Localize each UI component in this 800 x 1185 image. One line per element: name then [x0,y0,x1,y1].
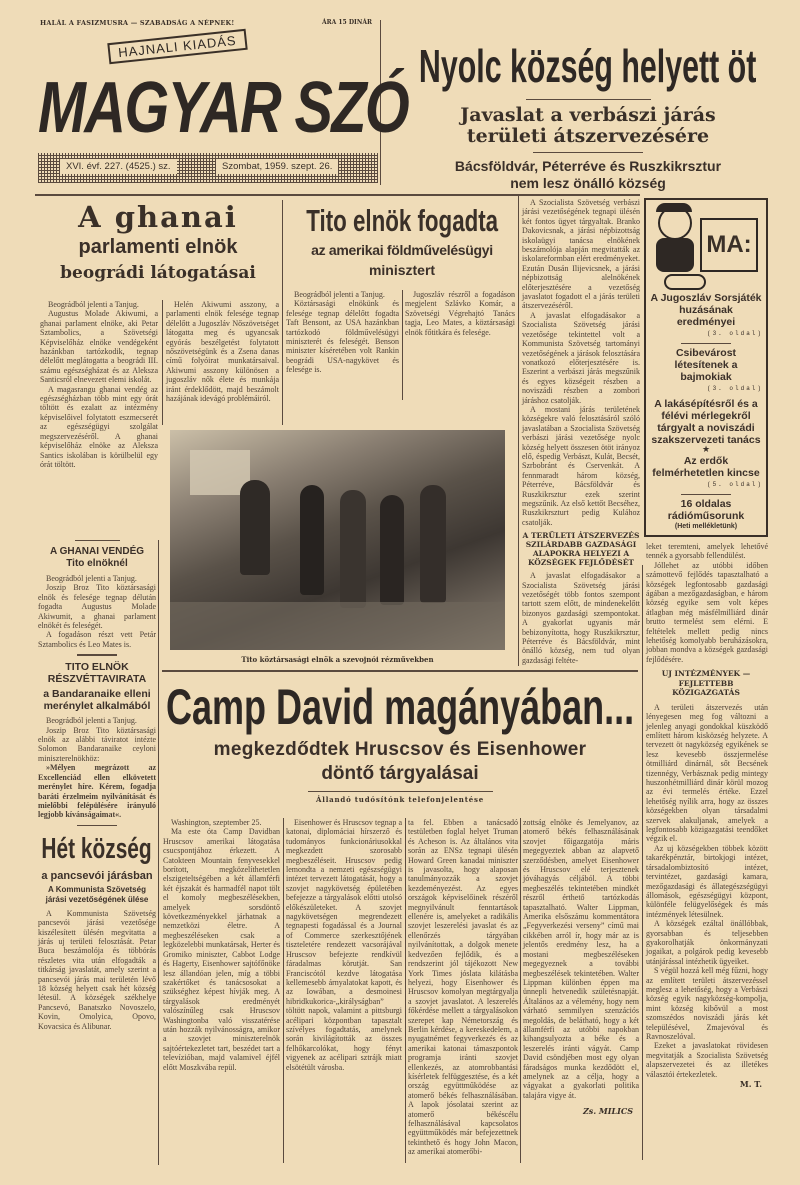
paragraph: Jugoszláv részről a fogadáson megjelent Szlávko Komár, a Szövetségi Végrehajtó Tanács tagja, Leo Mates, a köztársasági elnök főtitkára és felesége. [405,290,515,337]
camp-david-headline [160,676,640,804]
today-item[interactable] [646,498,766,531]
tito-title: Tito elnök fogadta [306,203,498,238]
page-ref: (3. oldal) [706,385,763,392]
ghana-body-col1 [40,300,158,469]
ghana-guest-headline [38,546,156,570]
paragraph: Köztársasági elnökünk és felesége tegnap délelőtt fogadta Taft Bensont, az USA hazánkban tartózkodó földművelésügyi miniszterét és feleségét. Benson miniszter kíséretében volt Rankin beográdi USA-nagykövet és felesége is. [286,299,399,375]
lead-subhead: UJ INTÉZMÉNYEK — FEJLETTEBB KÖZIGAZGATÁS [661,669,751,698]
today-item[interactable] [646,347,766,395]
paragraph: A javaslat elfogadásakor a Szocialista Szövetség járási vezetőségét több fontos szempont tartott szem előtt, de mindenekelőtt bizonyos gazdasági szempontokat. A gyakorlat ugyanis már bebizonyította, hogy Ruszkikrsztur, Péterréve és Bácsföldvár, mint önálló község, nem tud olyan gazdasági feltéte- [522,571,640,665]
ghana-title: beográdi látogatásai [60,263,256,283]
paragraph: »Mélyen megrázott az Excellenciád ellen elkövetett merénylet híre. Kérem, fogadja baráti érzelmeim nyilvánítását és mielőbbi felépülésére irányuló legjobb kívánságaimat«. [38,763,156,820]
paragraph: Beográdból jelenti a Tanjug. [48,300,139,309]
lead-headline [398,38,778,192]
headline-line: a Bandaranaike elleni merénylet alkalmából [43,688,151,713]
paragraph: A Szocialista Szövetség verbászi járási vezetőségének tegnapi ülésén két fontos ügyet tárgyaltak. Branko Dakovicsnak, a járási népbizottság iskolaügyi tanácsa elnökének beszámolója alapján megvitatták az iskolareformban elért eredményeket. Ezután Dusán Ilijevicsnek, a járási népbizottság alelnökének előterjesztésére a vezetőség javaslatot fogadott el a járás területi átszervezéséről. [522,198,640,311]
masthead-price: ÁRA 15 DINÁR [322,19,372,26]
paragraph: Jóllehet az utóbbi időben számottevő fejlődés tapasztalható a községek legfontosabb gazdasági ágában a mezőgazdaságban, e három község egyike sem volt képes átlagban még másfélmilliárd dinár brutto termelést sem elérni. E feltételek mellett pedig nincs lehetőség komolyabb beruházásokra, jobban mondva a községek gazdasági fejlődésére. [646,560,768,664]
ghana-body-col2 [166,300,279,403]
tito-body-col1 [286,290,399,375]
lead-subtitle: területi átszervezésére [466,125,710,147]
paragraph: Eisenhower és Hruscsov tegnap a katonai, diplomáciai hírszerző és tudományos funkcionáriusokkal megkezdett szorosabb megbeszéléseit. Hruscsov pedig lemondta a nemzeti egészségügyi intézet tervezett látogatását, hogy a szovjet nagykövetség épületében befejezze a tárgyalások előtti utolsó előkészületeket. A szovjet nagykövetségen megrendezett tegnapesti fogadással és a Journal of Commerce szerkesztőjének tiszteletére rendezett vacsorájával Hruscsov befejezte rendkívül fáradalmas körutját. San Franciscótól kezdve látogatása kellemesebb árnyalatokat kapott, és az Iowában, a desmoinesi hibridkukorica-„királyságban” töltött napok, valamint a pittsburgi acélipari központban tapasztalt szívélyes fogadtatás, amelynek során kivilágították az összes felhőkarcolókat, hogy fényt vigyenek az acélipari sztrájk miatt elsötétült városba. [286,818,402,1072]
paragraph: Joszip Broz Tito köztársasági elnök az alábbi táviratot intézte Solomon Bandaranaike ceyloni miniszterelnökhöz: [38,725,156,763]
paragraph: S végül hozzá kell még fűzni, hogy az említett területi átszervezéssel meglesz a lehetőség, hogy a Verbászi község egyik nagyközség-kompolja, mint község kibővül a most szomszédos noviszádi járás két településével, Zmajevóval és Ravnoszelóval. [646,966,768,1041]
today-item[interactable] [646,455,766,491]
paragraph: Az uj községekben többek között takarékpénztár, birtokjogi intézet, társadalombiztosító intézet, tervintézet, gazdasági kamara, mezőgazdasági és állategészségügyi állomások, egészségügyi központ, különféle felügyelőségek és más intézmények létesülnek. [646,843,768,919]
issue-date: Szombat, 1959. szept. 26. [216,159,338,174]
paragraph: Augustus Molade Akiwumi, a ghanai parlament elnöke, aki Petar Sztambolics, a Szövetségi Képviselőház elnöke vendégeként hazánkban tartózkodik, tegnap délelőtt meglátogatta a beográdi III. számu egészségházat és az Aleksza Santicsról elnevezett elemi iskolát. [40,309,158,385]
page-ref: (Heti mellékletünk) [674,523,738,530]
edition-label: HAJNALI KIADÁS [107,29,247,64]
tito-headline [284,202,520,280]
today-box [644,198,768,537]
star-icon: ★ [701,445,711,455]
today-item-title[interactable]: 16 oldalas rádióműsorunk [667,498,745,522]
camp-david-signature: Zs. MILICS [582,1106,633,1117]
paragraph: A községek ezáltal önállóbbak, gyorsabban és teljesebben gyakorolhatják önkormányzati jogaikat, a polgárok pedig kevesebb utánjárással intézhetik ügyeiket. [646,919,768,966]
logo-text: MAGYAR SZÓ [38,68,409,148]
camp-david-col4 [523,818,639,1116]
paragraph: A mostani járás területének községekre való felosztásáról szóló javaslatában a Szocialista Szövetség verbászi járási vezetősége nyolc község helyett összesen ötöt irányoz elő, éspedig Verbászt, Kulát, Becsét, Szrbobránt és Cservenkát. A fennmaradt három község, Péterréve, Bácsföldvár és Ruszkikrsztur ezek szerint megszűnik. Az első kettőt Becséhez, Ruszkikrszturt pedig Kulához csatolják. [522,404,640,527]
paragraph: Ma este óta Camp Davidban Hruscsov amerikai látogatása csucspontjához érkezett. A Catokteen Mountain fenyvesekkel borított, megközelíthetetlen elszigeteltségében a két államférfi két éjszakát és harmadfél napot tölt el komoly megbeszélésekben, amelyek sorsdöntő következményekkel járhatnak a nemzetközi életre. A megbeszéléseken csak a legközelebbi munkatársak, Herter és Gromiko miniszter, Cabbot Lodge és Hagerty, Eisenhower sajtófőnöke lesz állandóan jelen, míg a többi szakértőket és tanácsosokat a szükséghez képest hívják meg. A tárgyalások eredményét valószínűleg csak Hruscsov Washingtonba való visszatérése után hozzák nyilvánosságra, amikor a szovjet miniszterelnök sajtóértekezletet tart, beszédet tart a televízióban, majd valamivel éjfél előtt Moszkvába repül. [163,827,280,1072]
paragraph: A javaslat elfogadásakor a Szocialista Szövetség járási vezetősége tekintettel volt a Kommunista Szövetség tartományi vezetőségének a járások felosztására vonatkozó előterjesztésére is. Eszerint a verbászi járás megszűnik és egyes községeit részben a noviszádi részben a zombori járáshoz csatolják. [522,310,640,405]
camp-david-title: Camp David magányában... [165,679,635,735]
lead-subsubtitle: Bácsföldvár, Péterréve és Ruszkikrsztur [454,158,722,174]
paragraph: Beográdból jelenti a Tanjug. [294,290,385,299]
byline: Állandó tudósítónk telefonjelentése [316,795,484,804]
lead-subhead: A TERÜLETI ÁTSZERVEZÉS SZILÁRDABB GAZDASÁGI ALAPOKRA HELYEZI A KÖZSÉGEK FEJLŐDÉSÉT [522,531,640,568]
ghana-title: A ghanai [78,200,238,234]
lead-subsubtitle: nem lesz önálló község [510,175,666,191]
tito-photo [170,430,505,650]
today-item[interactable] [646,395,766,446]
today-item-title[interactable]: Csibevárost létesítenek a bajmokiak [674,347,738,383]
lead-title: Nyolc község helyett öt [419,40,757,92]
paragraph: A Kommunista Szövetség pancsevói járási vezetősége kiszélesített ülésén megvitatta a járás uj területi felosztását. Petar Buca beszámolója és többórás részletes vita után elfogadták a titkárság javaslatát, amely szerint a pancsevói járás mai területén lévő 18 község helyett csak hét község létesül. A községek székhelye Pancsevó, Banatszko Novoszelo, Kovin, Omolyica, Opovo, Kovacsica és Alibunar. [38,908,156,1031]
paragraph: ta fel. Ebben a tanácsadó testületben foglal helyet Truman és Acheson is. Az általános vita során az ENSz tegnapi ülésén Howard Green kanadai miniszter is javasolta, hogy alaposan tanulmányozzák a szovjet kezdeményezést. Az egyes országok képviselőinek részéről megnyilvánult fenntartások ellenére is, amelyeket a radikális szovjet leszerelési javaslat és az ellenőrzés tárgyában nyilvánítottak, a dolgok menete kedvezően fejlődik, és a rendszerint jól tájékozott New York Times jóslata kilátásba helyezi, hogy Eisenhower és Hruscsov komolyan megtárgyalja a szovjet javaslatot. A leszerelés főkérdése mellett a tárgyalásokon szerepet kap Németország és Berlin kérdése, a kereskedelem, a nyugatnémet fegyverkezés és az amerikai katonai támaszpontok programja iránti szovjet ellenkezés, az atomrobbantási kísérletek felfüggesztése, és a két ország együttműködése az atomerő békés felhasználásában. A lapok jósolatai szerint az atomerő békéscélu felhasználásával kapcsolatos együttműködés már befejezettnek tekinthető és hogy John Macon, az amerikai atomerőbi- [408,818,518,1157]
issue-bar [38,153,378,183]
paragraph: zottság elnöke és Jemelyanov, az atomerő békés felhasználásának szovjet főigazgatója máris megegyeztek abban az alapvető szerződésben, amelyet Eisenhower és Hruscsov elé terjesztenek jóváhagyás céljából. A többi megbeszélés tekintetében mindkét részről érthető tartózkodás tapasztalható. Walter Lippman, Amerika elsőszámu kommentátora „Fegyverkezési verseny” című mai cikkében arról ír, hogy már az is jelentős eredmény lesz, ha a mostani megbeszéléseken megegyeznek a további megbeszélések tekintetében. Walter Lippman különben éppen ma ünnepli hetvenedik születésnapját. Általános az a vélemény, hogy nem várható semmilyen szenzációs megoldás, de belátható, hogy a két államférfi az utóbbi napokban kihangsulyozta a béke és a leszerelés iránti vágyát. Camp David csöndjében most egy olyan fáradságos munka kezdődött el, amelynek az a célja, hogy a vágyakat a gyakorlati politika talajára vigye át. [523,818,639,1100]
camp-david-subtitle: döntő tárgyalásai [321,763,479,784]
today-item-title[interactable]: A Jugoszláv Sorsjáték huzásának eredményei [650,292,762,328]
paragraph: A magasrangu ghanai vendég az egészségházban több mint egy órát töltött és ezalatt az intézmény képviselőivel folytatott eszmecserét az egészségügyi szolgálat megszervezéséről. A ghanai képviselőház elnöke az Aleksza Santics iskolában is körülbelül egy órát töltött. [40,384,158,469]
dateline: Washington, szeptember 25. [171,818,262,827]
camp-david-subtitle: megkezdődtek Hruscsov és Eisenhower [213,739,587,760]
lead-body-col2 [644,542,768,664]
tito-subtitle: minisztert [368,262,436,278]
headline-line: TITO ELNÖK RÉSZVÉTTAVIRATA [47,661,147,686]
het-headline [38,831,156,905]
paragraph: A fogadáson részt vett Petár Sztambolics és Leo Mates is. [38,630,156,649]
camp-david-col2 [286,818,402,1072]
right-column [644,198,768,1089]
page-ref: (5. oldal) [706,481,763,488]
left-column [38,540,156,1031]
newsboy-illustration [646,200,766,292]
photo-caption: Tito köztársasági elnök a szevojnói rézművekben [241,655,434,664]
masthead-slogan: HALÁL A FASIZMUSRA — SZABADSÁG A NÉPNEK! [40,19,235,27]
paragraph: Joszip Broz Tito köztársasági elnök és felesége tegnap délután fogadta Augustus Molade Akiwumit, a ghanai parlament elnökét és feleségét. [38,583,156,631]
lead-signature: M. T. [739,1079,762,1090]
paragraph: Beográdból jelenti a Tanjug. [46,716,137,726]
paragraph: A területi átszervezés után lényegesen meg fog változni a jelenleg anyagi gondokkal küszködő említett három kisközség helyzete. A tervezett öt nagyközség egyikének se lesz kevesebb összjermelése ötmilliárd dinárnál, sőt Becsének tizennégy, Verbásznak pedig mintegy huszonhétmilliárd dinár körül mozog az évi termelés értéke. Ezzel lehetőség nyílik arra, hogy az összes községekben olyan társadalmi szervek alakuljanak, amelyek a legfontosabb közigazgatási teendőket végzik el. [646,702,768,844]
page-ref: (3. oldal) [706,330,763,337]
het-body [38,909,156,1031]
ma-sign: MA: [700,218,758,272]
camp-david-col1 [163,818,280,1072]
ghana-guest-body [38,574,156,649]
het-subsubtitle: A Kommunista Szövetség járási vezetőségének ülése [45,884,149,904]
headline-line: Tito elnöknél [66,558,128,569]
today-item-title[interactable]: Az erdők felmérhetetlen kincse [652,455,760,479]
paragraph: Beográdból jelenti a Tanjug. [46,574,137,583]
lead-body-col3 [644,703,768,1079]
lead-subtitle: Javaslat a verbászi járás [460,104,716,126]
issue-number: XVI. évf. 227. (4525.) sz. [60,159,177,174]
ghana-title: parlamenti elnök [78,236,238,258]
top-rule [35,194,640,196]
lead-body-col1 [522,198,640,665]
het-subtitle: a pancsevói járásban [41,869,153,882]
today-item[interactable] [646,292,766,340]
tito-body-col2 [405,290,515,337]
het-title: Hét község [41,832,153,865]
camp-david-col3 [408,818,518,1157]
paragraph: leket teremteni, amelyek lehetővé tennék a gyorsabb fellendülést. [646,542,768,561]
tito-subtitle: az amerikai földművelésügyi [311,242,493,258]
today-item-title[interactable]: A lakásépítésről és a félévi mérlegekről tárgyalt a noviszádi szakszervezeti tanács [651,398,761,446]
paragraph: Helén Akiwumi asszony, a parlamenti elnök felesége tegnap délelőtt a Jugoszláv Nőszövetséget látogatta meg és ugyancsak egyórás beszélgetést folytatott nőszövetségünk és a Zsena danas című folyóirat munkatársaival. Akiwumi asszony különösen a jugoszláv nők élete és munkája iránt érdeklődött, majd beszámolt hazájának idevágó problémáiról. [166,300,279,404]
paragraph: Ezeket a javaslatokat rövidesen megvitatják a Szocialista Szövetség alapszervezetei és az illetékes választói értekezletek. [646,1041,768,1079]
headline-line: A GHANAI VENDÉG [49,546,145,557]
